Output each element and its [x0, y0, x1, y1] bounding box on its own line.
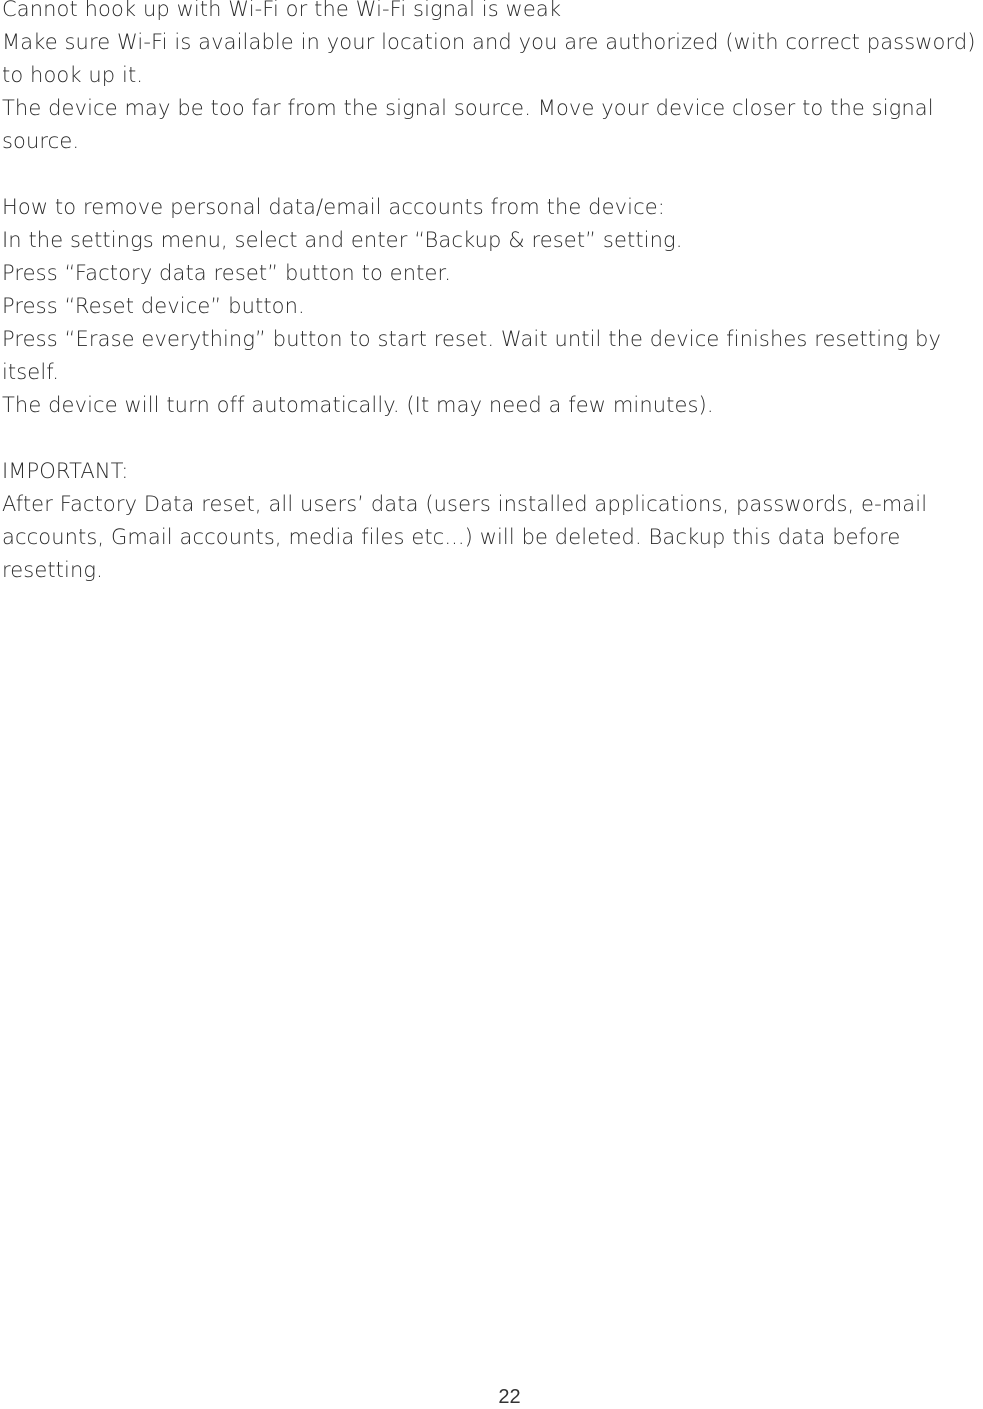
wifi-section-heading: Cannot hook up with Wi-Fi or the Wi-Fi signal is weak — [2, 0, 562, 21]
reset-step: The device will turn off automatically. (It may need a few minutes). — [2, 393, 714, 417]
reset-section-heading: How to remove personal data/email accounts from the device: — [2, 195, 665, 219]
wifi-tip-authorization: Make sure Wi-Fi is available in your location and you are authorized (with correct password) to hook up it. — [2, 30, 976, 87]
reset-step: Press “Erase everything” button to start reset. Wait until the device finishes resetting by itself. — [2, 327, 942, 384]
wifi-tip-distance: The device may be too far from the signal source. Move your device closer to the signal source. — [2, 96, 934, 153]
manual-page-content — [2, 0, 980, 587]
important-text: After Factory Data reset, all users’ data (users installed applications, passwords, e-mail accounts, Gmail accounts, media files etc...) will be deleted. Backup this data before resetting. — [2, 492, 928, 582]
page-number: 22 — [498, 1386, 521, 1408]
factory-reset-section — [2, 191, 980, 422]
reset-step: Press “Factory data reset” button to enter. — [2, 261, 452, 285]
reset-step: Press “Reset device” button. — [2, 294, 305, 318]
important-notice-section — [2, 455, 980, 587]
section-spacer — [2, 158, 980, 191]
reset-step: In the settings menu, select and enter “Backup & reset” setting. — [2, 228, 683, 252]
section-spacer — [2, 422, 980, 455]
wifi-troubleshooting-section — [2, 0, 980, 158]
important-heading: IMPORTANT: — [2, 459, 129, 483]
